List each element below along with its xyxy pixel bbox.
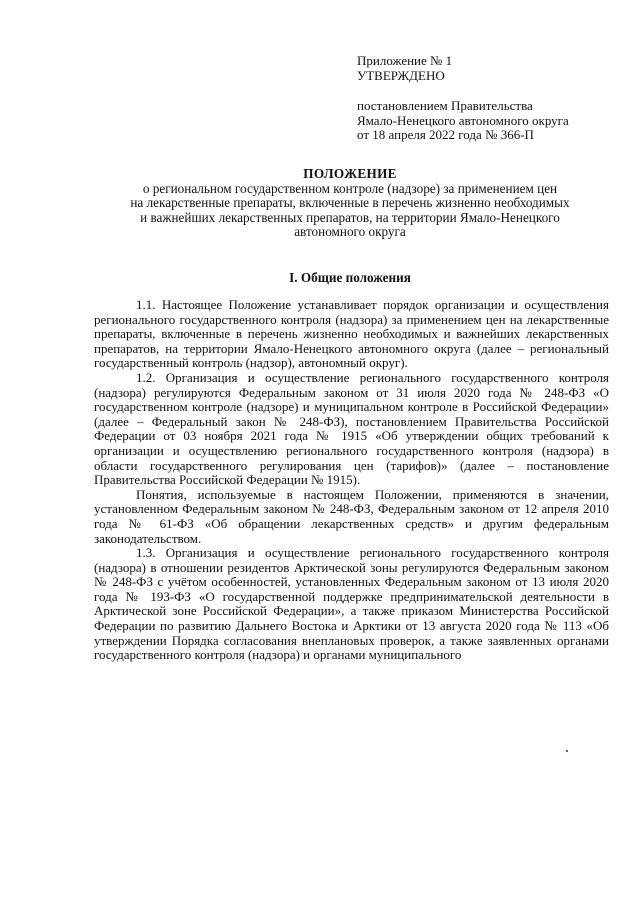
decree-line-2: Ямало-Ненецкого автономного округа [357,112,569,128]
paragraph: 1.3. Организация и осуществление регионального государственного контроля (надзора) в отношении резидентов Арктической зоны регулируются Федеральным законом № 248-ФЗ с учётом особенностей, установленных Федеральным законом от 13 июля 2020 года № 193-ФЗ «О государственной поддержке предпринимательской деятельности в Арктической зоне Российской Федерации», а также приказом Министерства Российской Федерации по развитию Дальнего Востока и Арктики от 13 августа 2020 года № 113 «Об утверждении Порядка согласования внеплановых проверок, а также заявленных органами государственного контроля (надзора) и органами муниципального [94,545,609,663]
document-title [60,167,640,240]
approval-header [357,54,627,143]
decree-line-1: постановлением Правительства [357,98,533,113]
title-subtitle-line: о региональном государственном контроле (надзоре) за применением цен [142,180,558,196]
title-subtitle-line: автономного округа [294,224,406,240]
appendix-label: Приложение № 1 [357,53,453,68]
paragraph: Понятия, используемые в настоящем Положении, применяются в значении, установленном Федеральным законом № 248-ФЗ, Федеральным законом от 12 апреля 2010 года № 61-ФЗ «Об обращении лекарственных средств» и другим федеральным законодательством. [94,486,609,546]
decree-line-3: от 18 апреля 2022 года № 366-П [357,127,534,142]
title-subtitle-line: на лекарственные препараты, включенные в перечень жизненно необходимых [130,195,570,211]
section-heading: I. Общие положения [289,270,411,285]
title-subtitle-line: и важнейших лекарственных препаратов, на территории Ямало-Ненецкого [140,209,560,225]
document-body [94,298,609,663]
title-main: ПОЛОЖЕНИЕ [303,166,397,181]
paragraph: 1.2. Организация и осуществление регионального государственного контроля (надзора) регулируются Федеральным законом от 31 июля 2020 года № 248-ФЗ «О государственном контроле (надзоре) и муниципальном контроле в Российской Федерации» (далее – Федеральный закон № 248-ФЗ), постановлением Правительства Российской Федерации от 03 ноября 2021 года № 1915 «Об утверждении общих требований к организации и осуществлению регионального государственного контроля (надзора) в области государственного регулирования цен (тарифов)» (далее – постановление Правительства Российской Федерации № 1915). [94,369,609,488]
paragraph: 1.1. Настоящее Положение устанавливает порядок организации и осуществления регионального государственного контроля (надзора) за применением цен на лекарственные препараты, включенные в перечень жизненно необходимых и важнейших лекарственных препаратов, на территории Ямало-Ненецкого автономного округа (далее – региональный государственный контроль (надзор), автономный округ). [94,297,609,371]
scan-speck [566,750,568,752]
approved-label: УТВЕРЖДЕНО [357,67,445,83]
